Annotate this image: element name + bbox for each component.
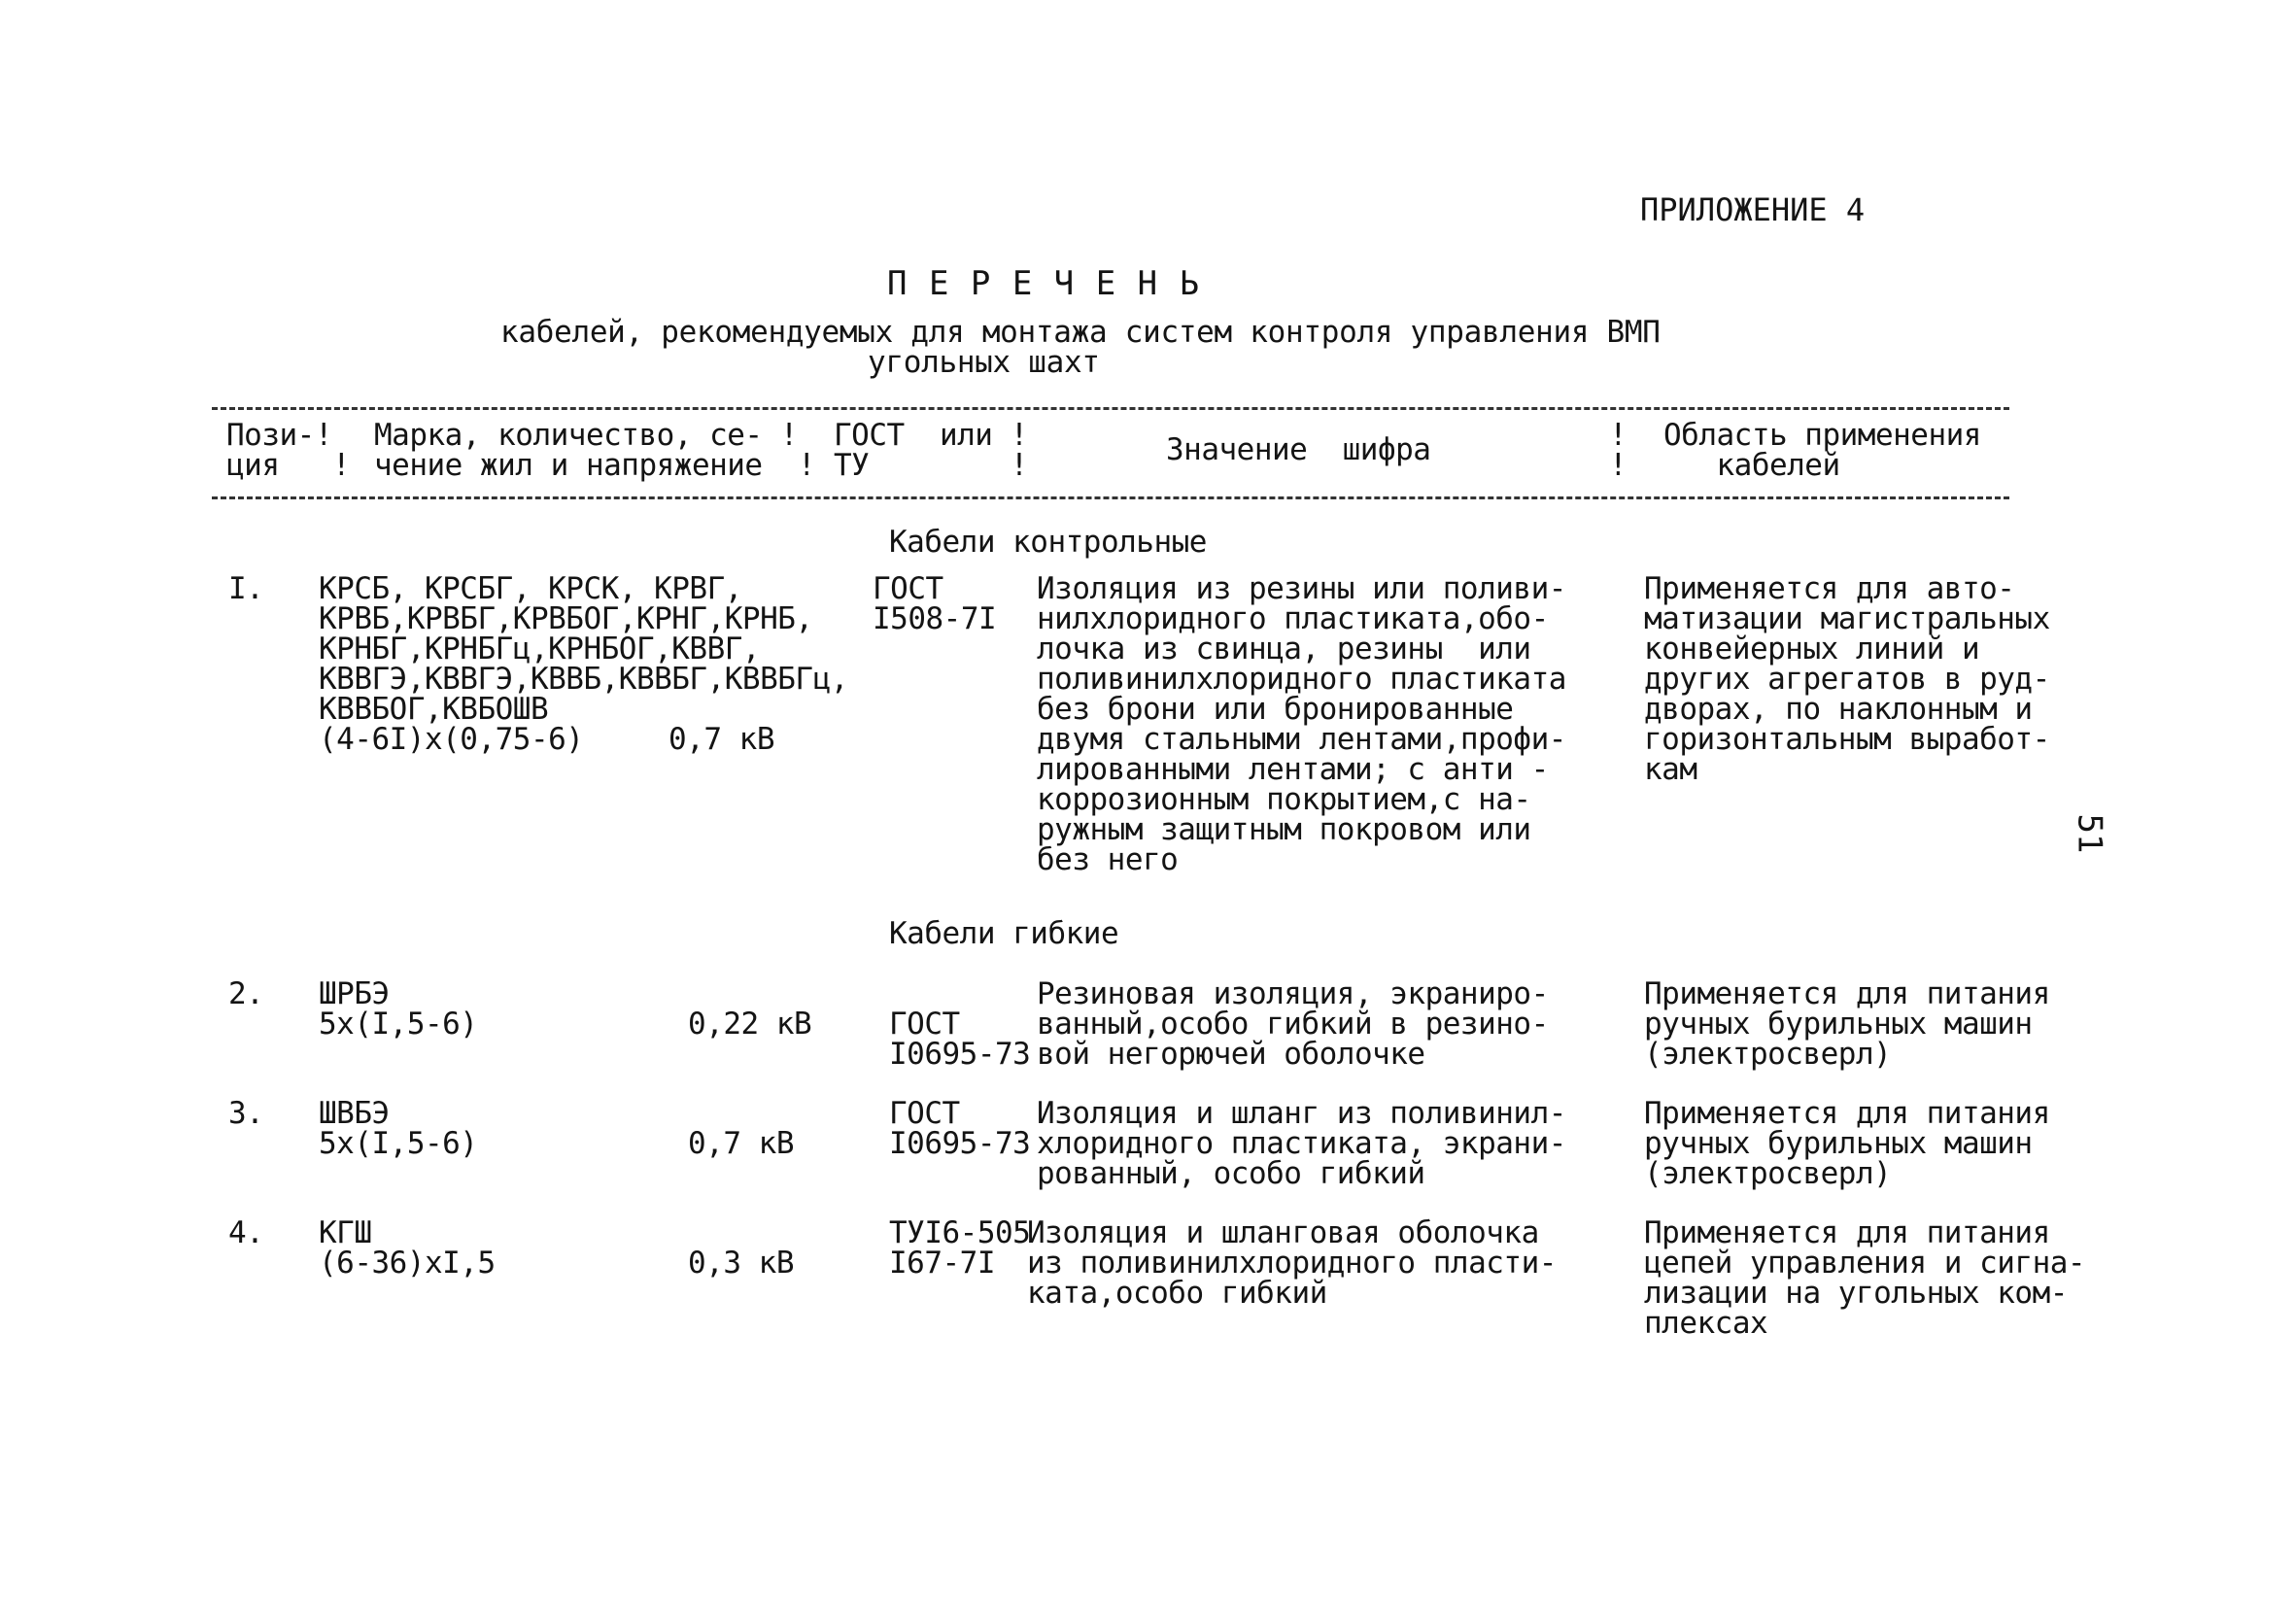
header-separator: ! ! bbox=[1609, 418, 1628, 483]
row-meaning: Резиновая изоляция, экраниро- ванный,особо гибкий в резино- вой негорючей оболочке bbox=[1037, 976, 1549, 1072]
row-position: 3. bbox=[228, 1096, 264, 1131]
row-area: Применяется для авто- матизации магистральных конвейерных линий и других агрегатов в руд- дворах, по наклонным и горизонтальным выработ- кам bbox=[1644, 571, 2050, 787]
row-meaning: Изоляция из резины или поливи- нилхлоридного пластиката,обо- лочка из свинца, резины или поливинилхлоридного пластиката без брони или бронированные двумя стальными лентами,профи- лированными лентами; с анти - коррозионным покрытием,с на- ружным защитным покровом или без него bbox=[1037, 571, 1566, 877]
section-title-control-cables: Кабели контрольные bbox=[889, 525, 1207, 560]
row-area: Применяется для питания ручных бурильных машин (электросверл) bbox=[1644, 976, 2050, 1072]
row-gost: ГОСТ I0695-73 bbox=[889, 1096, 1031, 1161]
row-position: 4. bbox=[228, 1215, 264, 1250]
header-meaning: Значение шифра bbox=[1166, 432, 1431, 467]
header-area: Область применения кабелей bbox=[1663, 418, 1981, 483]
row-voltage: 0,3 кВ bbox=[688, 1246, 794, 1281]
row-gost: ГОСТ I0695-73 bbox=[889, 1007, 1031, 1072]
subtitle-line-2: угольных шахт bbox=[868, 345, 1100, 380]
section-title-flexible-cables: Кабели гибкие bbox=[889, 916, 1119, 951]
row-mark: КГШ (6-36)хI,5 bbox=[319, 1215, 496, 1281]
row-voltage: 0,7 кВ bbox=[688, 1126, 794, 1161]
header-mark: Марка, количество, се- ! чение жил и напряжение ! bbox=[374, 418, 816, 483]
row-position: 2. bbox=[228, 976, 264, 1011]
row-mark: КРСБ, КРСБГ, КРСК, КРВГ, КРВБ,КРВБГ,КРВБОГ,КРНГ,КРНБ, КРНБГ,КРНБГц,КРНБОГ,КВВГ, КВВГЭ,КВВГЭ,КВВБ,КВВБГ,КВВБГц, КВВБОГ,КВБОШВ (4-6I)х(0,75-6) bbox=[319, 571, 848, 757]
table-header-rule bbox=[212, 496, 2009, 499]
row-area: Применяется для питания цепей управления и сигна- лизации на угольных ком- плексах bbox=[1644, 1215, 2086, 1341]
subtitle-line-1: кабелей, рекомендуемых для монтажа систем контроля управления ВМП bbox=[500, 315, 1661, 350]
table-top-rule bbox=[212, 407, 2009, 410]
document-title: П Е Р Е Ч Е Н Ь bbox=[887, 264, 1201, 303]
header-gost: ГОСТ или ! ТУ ! bbox=[834, 418, 1028, 483]
page-number: 51 bbox=[2070, 813, 2109, 854]
row-position: I. bbox=[228, 571, 264, 606]
row-area: Применяется для питания ручных бурильных машин (электросверл) bbox=[1644, 1096, 2050, 1191]
row-meaning: Изоляция и шланговая оболочка из поливинилхлоридного пласти- ката,особо гибкий bbox=[1027, 1215, 1557, 1311]
row-mark: ШВБЭ 5х(I,5-6) bbox=[319, 1096, 478, 1161]
row-mark: ШРБЭ 5х(I,5-6) bbox=[319, 976, 478, 1042]
appendix-label: ПРИЛОЖЕНИЕ 4 bbox=[1640, 191, 1866, 228]
row-gost: ГОСТ I508-7I bbox=[873, 571, 997, 636]
row-gost: ТУI6-505 I67-7I bbox=[889, 1215, 1031, 1281]
row-meaning: Изоляция и шланг из поливинил- хлоридного пластиката, экрани- рованный, особо гибкий bbox=[1037, 1096, 1566, 1191]
row-voltage: 0,7 кВ bbox=[668, 722, 774, 757]
header-position: Пози-! ция ! bbox=[226, 418, 351, 483]
row-voltage: 0,22 кВ bbox=[688, 1007, 812, 1042]
